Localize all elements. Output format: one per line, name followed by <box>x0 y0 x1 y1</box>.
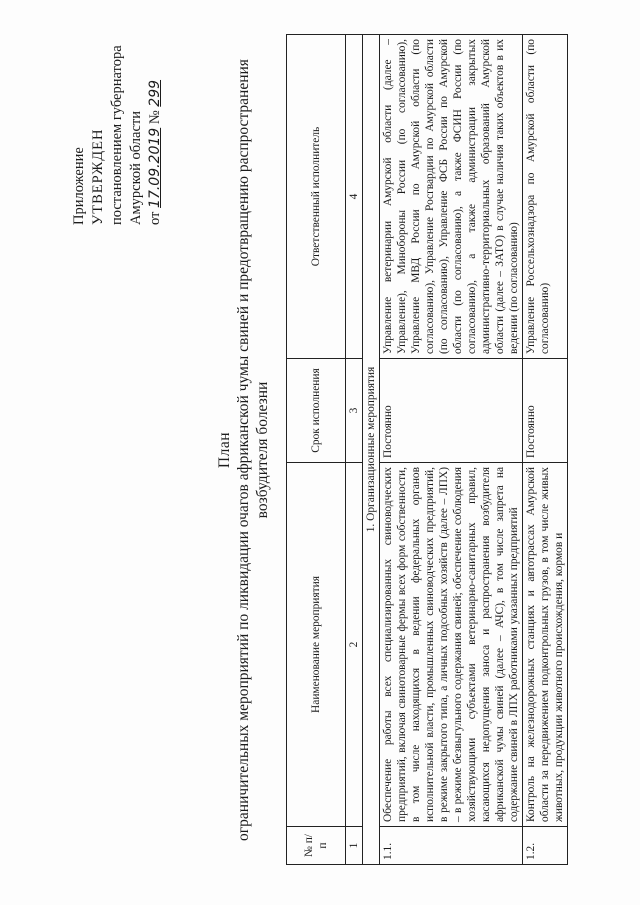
document-title <box>215 35 272 865</box>
row-responsible: Управление Россельхознадзора по Амурской области (по согласованию) <box>523 35 568 359</box>
table-row <box>380 35 523 865</box>
row-term: Постоянно <box>523 359 568 463</box>
header-row <box>287 35 346 865</box>
title-line-3: возбудителя болезни <box>254 381 271 519</box>
measures-table <box>286 34 568 865</box>
approval-line-1: постановлением губернатора <box>109 45 125 225</box>
approval-block <box>70 15 165 225</box>
column-number: 4 <box>346 35 363 359</box>
row-measure: Обеспечение работы всех специализированных свиноводческих предприятий, включая свинотоварные фермы всех форм собственности, в том числе находящихся в ведении федеральных органов исполнительной власти, промышленных свиноводческих предприятий, в режиме закрытого типа, а личных подсобных хозяйств (далее – ЛПХ) – в режиме безвыгульного содержания свиней; обеспечение соблюдения хозяйствующими субъектами ветеринарно-санитарных правил, касающихся недопущения заноса и распространения возбудителя африканской чумы свиней (далее – АЧС), в том числе запрета на содержание свиней в ЛПХ работниками указанных предприятий <box>380 463 523 827</box>
row-number: 1.1. <box>380 827 523 865</box>
number-prefix: № <box>147 110 163 125</box>
row-responsible: Управление ветеринарии Амурской области (далее – Управление), Минобороны России (по согласованию), Управление МВД России по Амурской области (по согласованию), Управление Росгвардии по Амурской области (по согласованию), Управление ФСБ России по Амурской области (по согласованию), а также ФСИН России (по согласованию), а также администрации закрытых административно-территориальных образований Амурской области (далее – ЗАТО) в случае наличия таких объектов в их ведении (по согласованию) <box>380 35 523 359</box>
title-line-1: План <box>216 431 233 469</box>
handwritten-date: 17.09.2019 <box>147 127 163 208</box>
column-number: 3 <box>346 359 363 463</box>
handwritten-number: 299 <box>147 79 163 107</box>
table-row <box>523 35 568 865</box>
title-line-2: ограничительных мероприятий по ликвидации очагов африканской чумы свиней и предотвращению распространения <box>235 59 252 841</box>
appendix-label: Приложение <box>71 147 87 225</box>
section-title: 1. Организационные мероприятия <box>363 35 380 865</box>
from-prefix: от <box>147 211 163 225</box>
approval-date-line <box>146 15 165 225</box>
column-number-row <box>346 35 363 865</box>
section-row <box>363 35 380 865</box>
header-name: Наименование мероприятия <box>287 463 346 827</box>
row-measure: Контроль на железнодорожных станциях и автотрассах Амурской области за передвижением подконтрольных грузов, в том числе живых животных, продукции животного происхождения, кормов и <box>523 463 568 827</box>
header-number: № п/п <box>287 827 346 865</box>
approval-line-2: Амурской области <box>128 111 144 225</box>
column-number: 2 <box>346 463 363 827</box>
header-term: Срок исполнения <box>287 359 346 463</box>
header-responsible: Ответственный исполнитель <box>287 35 346 359</box>
row-term: Постоянно <box>380 359 523 463</box>
row-number: 1.2. <box>523 827 568 865</box>
column-number: 1 <box>346 827 363 865</box>
approved-label: УТВЕРЖДЕН <box>90 128 106 225</box>
